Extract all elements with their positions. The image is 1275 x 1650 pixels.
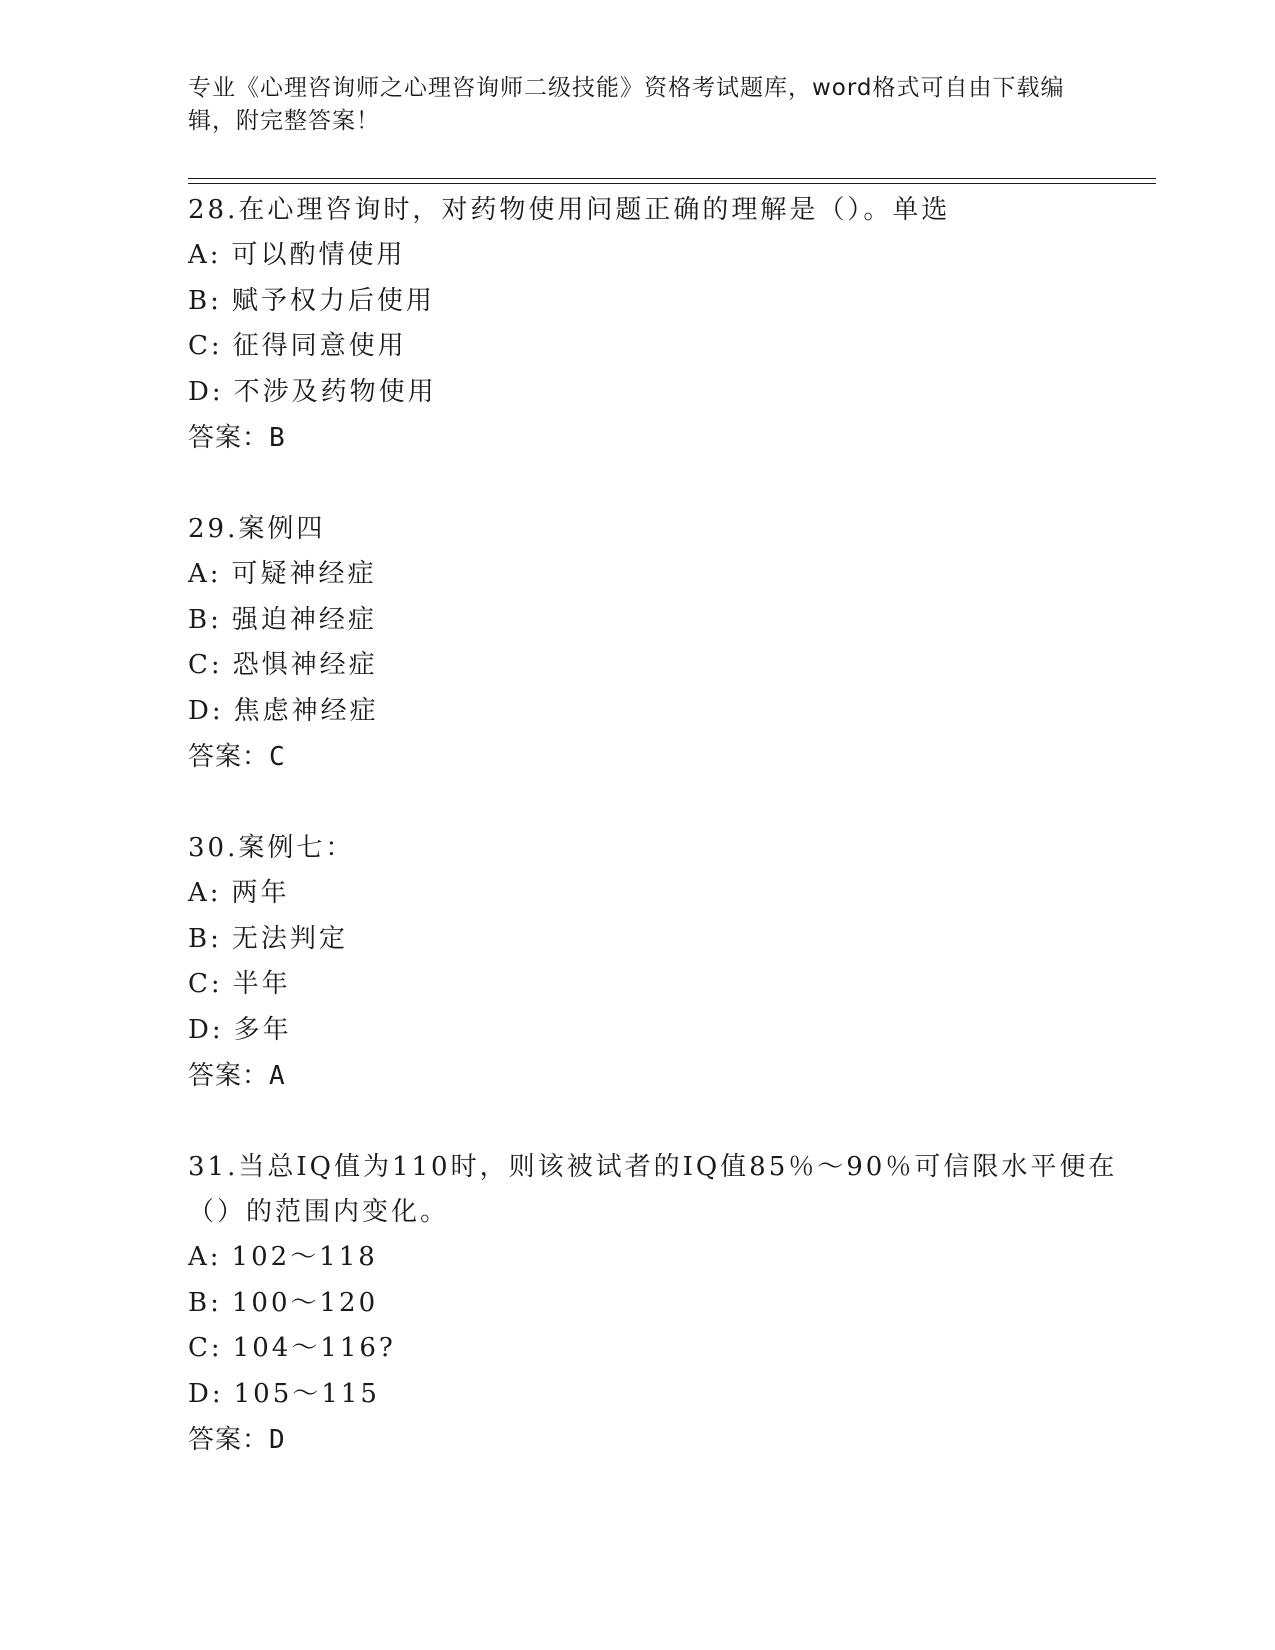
- answer-option: [188, 598, 1128, 644]
- answer-label: 答案：: [188, 742, 270, 772]
- question-item: [188, 507, 1128, 780]
- option-letter: C: [188, 969, 211, 999]
- answer-option: [188, 1008, 1128, 1054]
- answer-line: [188, 1053, 1128, 1099]
- answer-option: [188, 233, 1128, 279]
- question-stem: [188, 826, 1128, 871]
- option-letter: A: [188, 1242, 210, 1272]
- option-text: 两年: [231, 878, 290, 908]
- option-text: 104～116?: [232, 1333, 396, 1363]
- header-divider-bottom: [188, 183, 1156, 184]
- option-separator: :: [211, 376, 224, 407]
- option-separator: :: [210, 1333, 223, 1363]
- answer-option: [188, 689, 1128, 735]
- question-list: [188, 188, 1128, 1463]
- answer-option: [188, 917, 1128, 963]
- answer-line: [188, 734, 1128, 780]
- answer-value: D: [269, 1425, 286, 1455]
- question-text: 案例四: [238, 514, 326, 544]
- option-letter: B: [188, 923, 211, 954]
- option-text: 可以酌情使用: [231, 240, 406, 270]
- header-divider-top: [188, 178, 1156, 179]
- option-separator: :: [209, 1242, 222, 1272]
- option-text: 不涉及药物使用: [233, 376, 437, 407]
- option-letter: C: [188, 650, 211, 680]
- option-letter: A: [188, 878, 210, 908]
- option-separator: :: [210, 923, 222, 954]
- answer-value: A: [269, 1061, 286, 1091]
- option-separator: :: [209, 240, 222, 270]
- answer-option: [188, 871, 1128, 917]
- answer-option: [188, 1281, 1128, 1327]
- answer-line: [188, 1417, 1128, 1463]
- answer-option: [188, 962, 1128, 1008]
- question-stem: [188, 507, 1128, 552]
- answer-label: 答案：: [188, 423, 270, 453]
- option-letter: A: [188, 559, 210, 589]
- option-separator: :: [210, 285, 222, 316]
- answer-option: [188, 1372, 1128, 1418]
- option-letter: A: [188, 240, 210, 270]
- answer-line: [188, 415, 1128, 461]
- question-text: 在心理咨询时，对药物使用问题正确的理解是（）。单选: [238, 195, 951, 225]
- option-separator: :: [210, 604, 222, 635]
- option-text: 无法判定: [231, 923, 348, 954]
- option-separator: :: [211, 695, 224, 726]
- option-letter: B: [188, 1287, 211, 1318]
- option-separator: :: [210, 969, 223, 999]
- question-item: [188, 1145, 1128, 1463]
- option-letter: D: [188, 695, 212, 726]
- option-letter: B: [188, 285, 211, 316]
- option-text: 105～115: [233, 1378, 380, 1409]
- option-text: 恐惧神经症: [232, 650, 378, 680]
- option-text: 征得同意使用: [232, 331, 407, 361]
- option-text: 多年: [233, 1014, 292, 1045]
- answer-label: 答案：: [188, 1425, 270, 1455]
- option-separator: :: [211, 1014, 224, 1045]
- option-letter: B: [188, 604, 211, 635]
- option-separator: :: [210, 1287, 222, 1318]
- answer-option: [188, 370, 1128, 416]
- answer-label: 答案：: [188, 1061, 270, 1091]
- question-text: 当总IQ值为110时，则该被试者的IQ值85％～90％可信限水平便在（）的范围内变化。: [188, 1152, 1118, 1227]
- option-separator: :: [209, 878, 222, 908]
- option-separator: :: [210, 331, 223, 361]
- answer-value: B: [269, 423, 286, 453]
- option-text: 强迫神经症: [231, 604, 377, 635]
- question-number: 29.: [188, 514, 239, 544]
- answer-option: [188, 1235, 1128, 1281]
- answer-option: [188, 279, 1128, 325]
- answer-option: [188, 1326, 1128, 1372]
- option-separator: :: [209, 559, 222, 589]
- option-text: 102～118: [231, 1242, 378, 1272]
- question-item: [188, 188, 1128, 461]
- question-text: 案例七：: [238, 833, 355, 863]
- option-letter: C: [188, 331, 211, 361]
- option-separator: :: [211, 1378, 224, 1409]
- option-text: 焦虑神经症: [233, 695, 379, 726]
- question-stem: [188, 1145, 1128, 1235]
- question-number: 30.: [188, 833, 239, 863]
- question-stem: [188, 188, 1128, 233]
- option-text: 赋予权力后使用: [231, 285, 435, 316]
- answer-option: [188, 552, 1128, 598]
- option-text: 半年: [232, 969, 291, 999]
- option-separator: :: [210, 650, 223, 680]
- question-number: 31.: [188, 1152, 239, 1182]
- document-intro: 专业《心理咨询师之心理咨询师二级技能》资格考试题库，word格式可自由下载编辑，附完整答案！: [188, 75, 1065, 134]
- answer-value: C: [269, 742, 286, 772]
- question-item: [188, 826, 1128, 1099]
- option-letter: C: [188, 1333, 211, 1363]
- option-letter: D: [188, 376, 212, 407]
- option-text: 可疑神经症: [231, 559, 377, 589]
- option-letter: D: [188, 1378, 212, 1409]
- question-number: 28.: [188, 195, 239, 225]
- option-letter: D: [188, 1014, 212, 1045]
- answer-option: [188, 643, 1128, 689]
- answer-option: [188, 324, 1128, 370]
- option-text: 100～120: [231, 1287, 379, 1318]
